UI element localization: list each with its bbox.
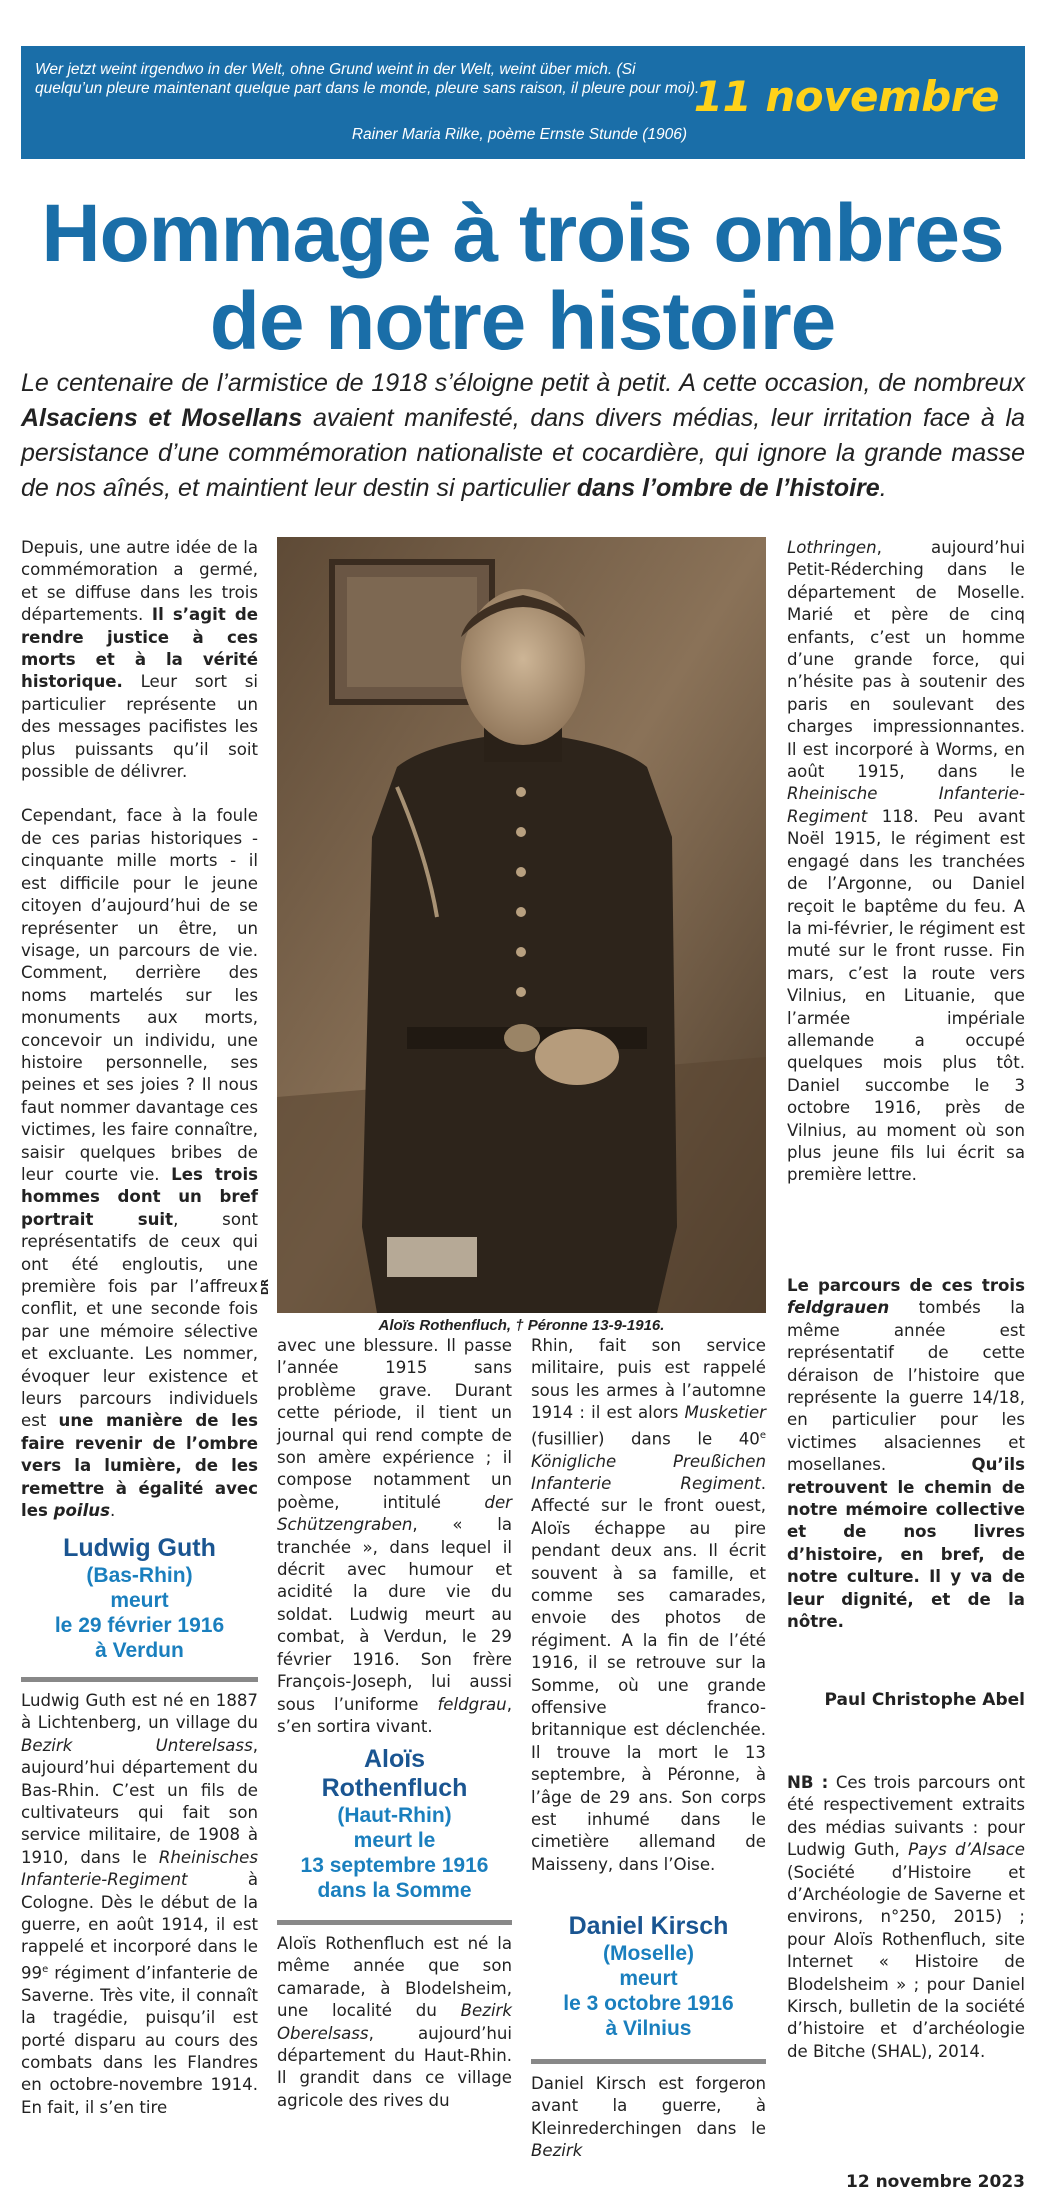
- text: Ces trois parcours ont été respectivement extraits des médias suivants : pour Ludwig Guth,: [787, 1773, 1025, 1860]
- superscript: e: [759, 1429, 766, 1441]
- banner-date: 11 novembre: [693, 72, 999, 121]
- source-note: [787, 1772, 1025, 2063]
- text: régiment d’infanterie de Saverne. Très vite, il connaît la tragédie, puisqu’il est porté disparu au cours des combats dans les Flandres en octobre-novembre 1914. En fait, il s’en tire: [21, 1963, 258, 2117]
- bold-text: une manière de les faire revenir de l’ombre vers la lumière, de les remettre à égalité avec les: [21, 1411, 258, 1521]
- subhead-died: meurt: [619, 1967, 678, 1990]
- subhead-died: meurt: [110, 1589, 169, 1612]
- text: , aujourd’hui Petit-Réderching dans le département de Moselle. Marié et père de cinq enfants, c’est un homme d’une grande force, qui n’hésite pas à soutenir des paris en soulevant des charges impressionnantes. Il est incorporé à Worms, en août 1915, dans le: [787, 538, 1025, 782]
- text: , « la tranchée », dans lequel il décrit avec humour et acidité la dure vie du soldat. Ludwig meurt au combat, à Verdun, le 29 février 1916. Son frère François-Joseph, lui aussi sous l’uniforme: [277, 1515, 512, 1714]
- lead-bold: dans l’ombre de l’histoire: [576, 474, 880, 502]
- text: Aloïs Rothenfluch est né la même année que son camarade, à Blodelsheim, une localité du: [277, 1934, 512, 2021]
- italic-text: Bezirk: [531, 2141, 583, 2161]
- conclusion-paragraph: [787, 1275, 1025, 1634]
- lead-paragraph: [21, 366, 1025, 506]
- bio-paragraph: [21, 1690, 258, 2119]
- italic-text: Bezirk Oberelsass: [277, 2001, 512, 2043]
- bold-text: Les trois hommes dont un bref portrait suit: [21, 1164, 259, 1229]
- text: (Société d’Histoire et d’Archéologie de Saverne et environs, n°250, 2015) ; pour Aloïs Rothenfluch, site Internet « Histoire de Blodelsheim » ; pour Daniel Kirsch, bulletin de la société d’histoire et d’archéologie de Bitche (SHAL), 2014.: [787, 1862, 1025, 2061]
- bold-text: Il s’agit de rendre justice à ces morts et à la vérité historique.: [21, 605, 258, 692]
- italic-text: Musketier: [684, 1403, 766, 1423]
- subhead-place: à Verdun: [95, 1639, 184, 1662]
- page-title: [0, 190, 1045, 366]
- italic-text: Königliche Preußichen Infanterie Regiment: [531, 1451, 766, 1493]
- italic-text: Bezirk Unterelsass: [21, 1735, 253, 1755]
- subhead-name: Ludwig Guth: [63, 1534, 216, 1562]
- lead-text: .: [879, 474, 887, 502]
- italic-text: der Schützengraben: [277, 1492, 512, 1535]
- title-line-1: Hommage à trois ombres: [41, 188, 1004, 279]
- author-signature: Paul Christophe Abel: [824, 1690, 1025, 1710]
- bold-text: Qu’ils retrouvent le chemin de notre mémoire collective et de nos livres d’histoire, en bref, de notre culture. Il y va de leur dignité, et de la nôtre.: [787, 1455, 1025, 1632]
- note-label: NB :: [787, 1773, 829, 1792]
- subhead-region: (Moselle): [602, 1942, 694, 1965]
- lead-text: avaient manifesté, dans divers médias, leur irritation face à la persistance d’une commémoration nationaliste et cocardière, qui ignore la grande masse de nos aînés, et maintient leur destin si particulier: [21, 404, 1025, 502]
- conclusion: [787, 1275, 1025, 1634]
- subhead-kirsch: [531, 1912, 766, 2041]
- subhead-name: Aloïs: [363, 1745, 426, 1773]
- text: avec une blessure. Il passe l’année 1915 sans problème grave. Durant cette période, il tient un journal qui rend compte de son amère expérience ; il compose notamment un poème, intitulé: [277, 1336, 512, 1512]
- portrait-photo: [277, 537, 766, 1313]
- italic-text: Lothringen: [787, 538, 877, 557]
- text: , sont représentatifs de ceux qui ont été engloutis, une première fois par l’affreux conflit, et une seconde fois par une mémoire sélective et excluante. Les nommer, évoquer leur existence et leurs parcours individuels est: [21, 1209, 259, 1431]
- subhead-place: dans la Somme: [317, 1879, 472, 1902]
- text: Cependant, face à la foule de ces parias historiques - cinquante mille morts - il est difficile pour le jeune citoyen d’aujourd’hui de se représenter un être, un visage, un parcours de vie. Comment, derrière des noms martelés sur les monuments aux morts, concevoir un individu, une histoire personnelle, ses peines et ses joies ? Il nous faut nommer davantage ces victimes, les faire connaître, saisir quelques bribes de leur courte vie.: [21, 806, 258, 1184]
- text: . Affecté sur le front ouest, Aloïs échappe au pire pendant deux ans. Il écrit souvent à sa famille, et comme ses camarades, envoie des photos de régiment. A la fin de l’été 1916, il se retrouve sur la Somme, où une grande offensive franco-britannique est déclenchée. Il trouve la mort le 13 septembre, à Péronne, à l’âge de 29 ans. Son corps est inhumé dans le cimetière allemand de Maisseny, dans l’Oise.: [531, 1473, 766, 1874]
- subhead-date: le 29 février 1916: [54, 1614, 225, 1637]
- subhead-date: le 3 octobre 1916: [563, 1992, 734, 2015]
- subhead-died: meurt le: [353, 1829, 436, 1852]
- rilke-quote: Wer jetzt weint irgendwo in der Welt, ohne Grund weint in der Welt, weint über mich. (Si quelqu’un pleure maintenant quelque part dans le monde, pleure sans raison, il pleure pour moi).: [35, 61, 700, 97]
- intro-paragraph: [21, 537, 258, 783]
- bio-paragraph: [277, 1335, 512, 1738]
- divider: [531, 2059, 766, 2064]
- text: Depuis, une autre idée de la commémoration a germé, et se diffuse dans les trois départements.: [21, 538, 258, 625]
- lead-bold: Alsaciens et Mosellans: [21, 404, 303, 432]
- superscript: e: [42, 1963, 49, 1975]
- text: (fusillier) dans le 40: [531, 1429, 760, 1449]
- text: Rhin, fait son service militaire, puis est rappelé sous les armes à l’automne 1914 : il est alors: [531, 1336, 766, 1423]
- lead-text: Le centenaire de l’armistice de 1918 s’éloigne petit à petit. A cette occasion, de nombreux: [21, 369, 1025, 397]
- subhead-place: à Vilnius: [605, 2017, 692, 2040]
- text: 118. Peu avant Noël 1915, le régiment est engagé dans les tranchées de l’Argonne, ou Daniel reçoit le baptême du feu. A la mi-février, le régiment est muté sur le front russe. Fin mars, c’est la route vers Vilnius, en Lituanie, que l’armée impériale allemande a occupé quelques mois plus tôt. Daniel succombe le 3 octobre 1916, près de Vilnius, au moment où son plus jeune fils lui écrit sa première lettre.: [787, 806, 1025, 1185]
- intro-column: [21, 537, 258, 1522]
- divider: [277, 1920, 512, 1925]
- quote-banner: [21, 46, 1025, 159]
- bio-paragraph: [531, 2073, 766, 2163]
- text: Leur sort si particulier représente un des messages pacifistes les plus puissants qu’il soit possible de délivrer.: [21, 672, 258, 782]
- bold-text: Le parcours de ces trois: [787, 1276, 1025, 1295]
- quote-attribution: Rainer Maria Rilke, poème Ernste Stunde (1906): [351, 126, 687, 143]
- publication-date: 12 novembre 2023: [846, 2172, 1025, 2192]
- bold-italic-text: feldgrauen: [787, 1298, 890, 1318]
- photo-caption: Aloïs Rothenfluch, † Péronne 13-9-1916.: [378, 1317, 665, 1334]
- kirsch-bio-continued: [787, 537, 1025, 1187]
- intro-paragraph: [21, 805, 258, 1522]
- guth-bio: [21, 1690, 258, 2119]
- subhead-name: Daniel Kirsch: [568, 1912, 729, 1940]
- text: , s’en sortira vivant.: [277, 1694, 512, 1736]
- photo-credit: DR: [260, 1278, 271, 1295]
- title-line-2: de notre histoire: [209, 276, 836, 367]
- italic-text: feldgrau: [437, 1694, 507, 1714]
- bio-paragraph: [277, 1933, 512, 2112]
- subhead-region: (Bas-Rhin): [86, 1564, 193, 1587]
- divider: [21, 1677, 258, 1682]
- text: à Cologne. Dès le début de la guerre, en août 1914, il est rappelé et incorporé dans le 99: [21, 1870, 258, 1983]
- guth-bio-continued: [277, 1335, 512, 1738]
- rothenfluch-bio: [277, 1933, 512, 2112]
- subhead-region: (Haut-Rhin): [337, 1804, 452, 1827]
- subhead-rothenfluch: [277, 1745, 512, 1903]
- text: tombés la même année est représentatif de cette déraison de l’histoire que représente la guerre 14/18, en particulier pour les victimes alsaciennes et mosellanes.: [787, 1298, 1025, 1475]
- kirsch-bio: [531, 2073, 766, 2163]
- italic-text: Rheinische Infanterie-Regiment: [787, 784, 1025, 826]
- subhead-date: 13 septembre 1916: [300, 1854, 489, 1877]
- bio-paragraph: [787, 537, 1025, 1187]
- bio-paragraph: [531, 1335, 766, 1876]
- rothenfluch-bio-continued: [531, 1335, 766, 1876]
- text: Ludwig Guth est né en 1887 à Lichtenberg, un village du: [21, 1691, 258, 1733]
- text: Daniel Kirsch est forgeron avant la guerre, à Kleinrederchingen dans le: [531, 2074, 766, 2138]
- note-paragraph: [787, 1772, 1025, 2063]
- italic-text: Pays d’Alsace: [908, 1840, 1025, 1860]
- text: .: [109, 1501, 116, 1521]
- italic-text: Rheinisches Infanterie-Regiment: [21, 1847, 258, 1890]
- portrait-image: [277, 537, 766, 1313]
- bold-italic-text: poilus: [53, 1501, 110, 1521]
- subhead-name: Rothenfluch: [321, 1774, 468, 1802]
- text: , aujourd’hui département du Bas-Rhin. C’est un fils de cultivateurs qui fait son service militaire, de 1908 à 1910, dans le: [21, 1735, 258, 1867]
- subhead-guth: [21, 1534, 258, 1663]
- text: , aujourd’hui département du Haut-Rhin. Il grandit dans ce village agricole des rives du: [277, 2023, 512, 2110]
